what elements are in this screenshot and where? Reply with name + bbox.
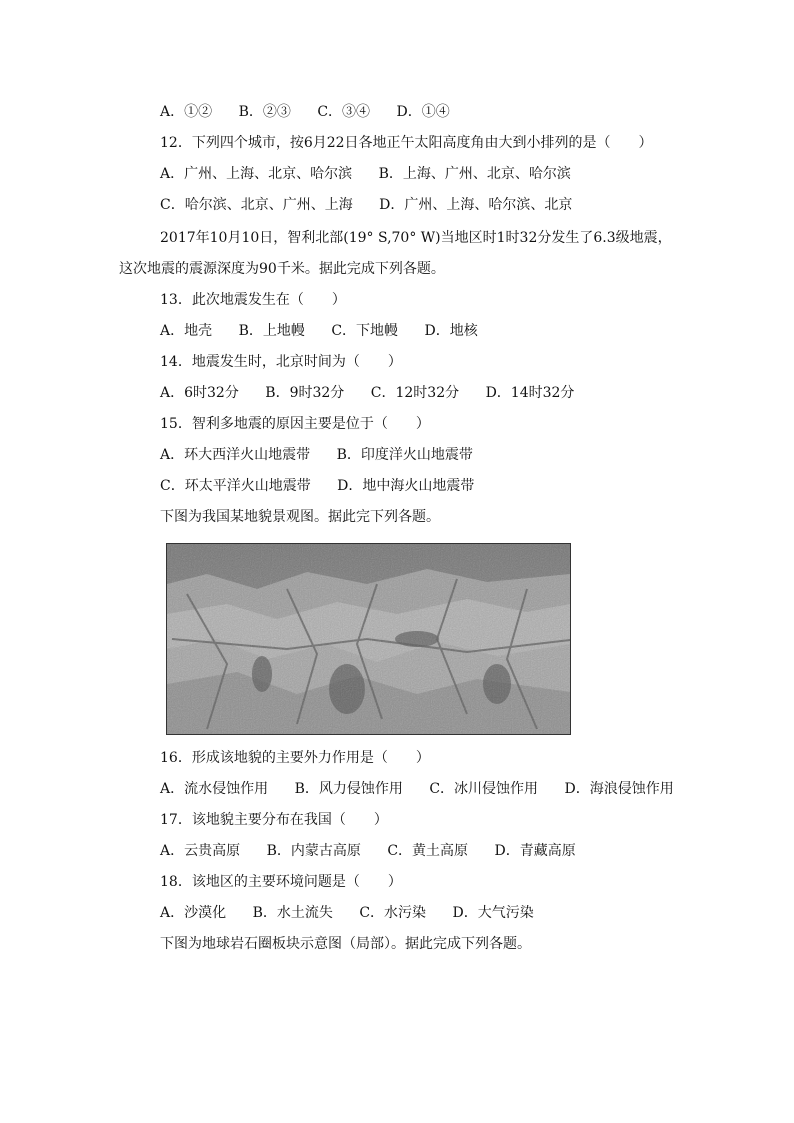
q17-option-a: A．云贵高原 bbox=[160, 843, 241, 859]
q13-option-d: D．地核 bbox=[424, 323, 478, 339]
q16-option-b: B．风力侵蚀作用 bbox=[294, 781, 403, 797]
q13-option-a: A．地壳 bbox=[160, 323, 213, 339]
q15-option-d: D．地中海火山地震带 bbox=[337, 478, 475, 494]
passage2: 下图为我国某地貌景观图。据此完下列各题。 bbox=[160, 509, 440, 525]
q17-option-b: B．内蒙古高原 bbox=[266, 843, 361, 859]
q12-option-c: C．哈尔滨、北京、广州、上海 bbox=[160, 197, 353, 213]
q12-options-row2 bbox=[160, 195, 594, 215]
q11-options bbox=[160, 102, 472, 122]
passage1-line1: 2017年10月10日，智利北部(19° S,70° W)当地区时1时32分发生了6.3级地震， bbox=[160, 230, 672, 246]
q15-stem: 15．智利多地震的原因主要是位于（ ） bbox=[160, 416, 430, 432]
q18-stem: 18．该地区的主要环境问题是（ ） bbox=[160, 874, 402, 890]
q17-option-c: C．黄土高原 bbox=[387, 843, 469, 859]
q15-option-a: A．环大西洋火山地震带 bbox=[160, 447, 311, 463]
q15-option-c: C．环太平洋火山地震带 bbox=[160, 478, 311, 494]
q11-option-b: B．②③ bbox=[238, 104, 291, 120]
q15-option-b: B．印度洋火山地震带 bbox=[336, 447, 473, 463]
passage3: 下图为地球岩石圈板块示意图（局部）。据此完成下列各题。 bbox=[160, 936, 531, 952]
q17-options bbox=[160, 841, 598, 861]
q16-option-a: A．流水侵蚀作用 bbox=[160, 781, 269, 797]
q14-option-d: D．14时32分 bbox=[485, 385, 575, 401]
q16-options bbox=[160, 779, 696, 799]
q15-options-row2 bbox=[160, 476, 496, 496]
q14-options bbox=[160, 383, 596, 403]
q16-option-d: D．海浪侵蚀作用 bbox=[564, 781, 674, 797]
q16-stem: 16．形成该地貌的主要外力作用是（ ） bbox=[160, 750, 430, 766]
q13-option-c: C．下地幔 bbox=[331, 323, 399, 339]
q12-options-row1 bbox=[160, 164, 593, 184]
landform-photo-image bbox=[167, 544, 570, 734]
q12-option-b: B．上海、广州、北京、哈尔滨 bbox=[378, 166, 571, 182]
q12-option-d: D．广州、上海、哈尔滨、北京 bbox=[379, 197, 573, 213]
q11-option-a: A．①② bbox=[160, 104, 213, 120]
q13-options bbox=[160, 321, 500, 341]
q14-stem: 14．地震发生时，北京时间为（ ） bbox=[160, 354, 402, 370]
q18-option-a: A．沙漠化 bbox=[160, 905, 227, 921]
passage1-line2: 这次地震的震源深度为90千米。据此完成下列各题。 bbox=[119, 261, 445, 277]
q13-option-b: B．上地幔 bbox=[238, 323, 305, 339]
q12-option-a: A．广州、上海、北京、哈尔滨 bbox=[160, 166, 353, 182]
q13-stem: 13．此次地震发生在（ ） bbox=[160, 292, 346, 308]
q18-options bbox=[160, 903, 556, 923]
q17-option-d: D．青藏高原 bbox=[494, 843, 576, 859]
q14-option-c: C．12时32分 bbox=[370, 385, 460, 401]
q16-option-c: C．冰川侵蚀作用 bbox=[429, 781, 539, 797]
q11-option-d: D．①④ bbox=[396, 104, 450, 120]
q17-stem: 17．该地貌主要分布在我国（ ） bbox=[160, 812, 388, 828]
q18-option-b: B．水土流失 bbox=[252, 905, 333, 921]
q12-stem: 12．下列四个城市，按6月22日各地正午太阳高度角由大到小排列的是（ ） bbox=[160, 135, 653, 151]
q11-option-c: C．③④ bbox=[317, 104, 371, 120]
q14-option-a: A．6时32分 bbox=[160, 385, 239, 401]
q18-option-c: C．水污染 bbox=[359, 905, 427, 921]
q14-option-b: B．9时32分 bbox=[265, 385, 345, 401]
q18-option-d: D．大气污染 bbox=[452, 905, 534, 921]
q15-options-row1 bbox=[160, 445, 495, 465]
landform-photo bbox=[166, 543, 571, 735]
